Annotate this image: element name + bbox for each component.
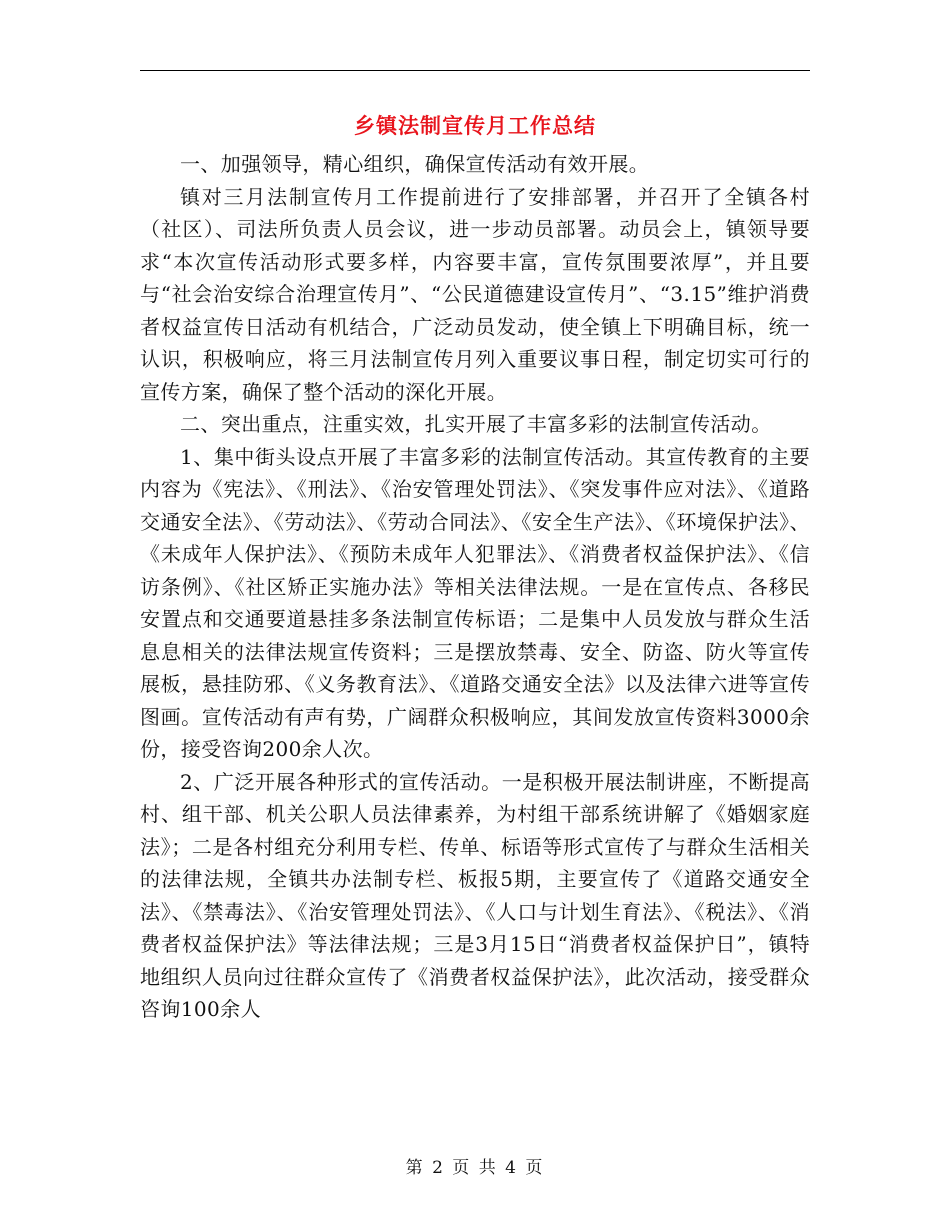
document-body xyxy=(140,148,810,1026)
header-rule xyxy=(140,70,810,71)
paragraph-section-1-body: 镇对三月法制宣传月工作提前进行了安排部署，并召开了全镇各村（社区）、司法所负责人员会议，进一步动员部署。动员会上，镇领导要求“本次宣传活动形式要多样，内容要丰富，宣传氛围要浓厚”，并且要与“社会治安综合治理宣传月”、“公民道德建设宣传月”、“3.15”维护消费者权益宣传日活动有机结合，广泛动员发动，使全镇上下明确目标，统一认识，积极响应，将三月法制宣传月列入重要议事日程，制定切实可行的宣传方案，确保了整个活动的深化开展。 xyxy=(140,184,810,404)
paragraph-section-2-heading: 二、突出重点，注重实效，扎实开展了丰富多彩的法制宣传活动。 xyxy=(180,412,772,436)
document-title: 乡镇法制宣传月工作总结 xyxy=(354,113,596,138)
paragraph-item-2: 2、广泛开展各种形式的宣传活动。一是积极开展法制讲座，不断提高村、组干部、机关公职人员法律素养，为村组干部系统讲解了《婚姻家庭法》；二是各村组充分利用专栏、传单、标语等形式宣传了与群众生活相关的法律法规，全镇共办法制专栏、板报5期，主要宣传了《道路交通安全法》、《禁毒法》、《治安管理处罚法》、《人口与计划生育法》、《税法》、《消费者权益保护法》等法律法规；三是3月15日“消费者权益保护日”，镇特地组织人员向过往群众宣传了《消费者权益保护法》，此次活动，接受群众咨询100余人 xyxy=(140,769,810,1021)
page-number: 第 2 页 共 4 页 xyxy=(405,1158,545,1178)
paragraph-item-1: 1、集中街头设点开展了丰富多彩的法制宣传活动。其宣传教育的主要内容为《宪法》、《刑法》、《治安管理处罚法》、《突发事件应对法》、《道路交通安全法》、《劳动法》、《劳动合同法》、《安全生产法》、《环境保护法》、《未成年人保护法》、《预防未成年人犯罪法》、《消费者权益保护法》、《信访条例》、《社区矫正实施办法》等相关法律法规。一是在宣传点、各移民安置点和交通要道悬挂多条法制宣传标语；二是集中人员发放与群众生活息息相关的法律法规宣传资料；三是摆放禁毒、安全、防盗、防火等宣传展板，悬挂防邪、《义务教育法》、《道路交通安全法》以及法律六进等宣传图画。宣传活动有声有势，广阔群众积极响应，其间发放宣传资料3000余份，接受咨询200余人次。 xyxy=(140,444,810,761)
paragraph-section-1-heading: 一、加强领导，精心组织，确保宣传活动有效开展。 xyxy=(180,152,650,176)
